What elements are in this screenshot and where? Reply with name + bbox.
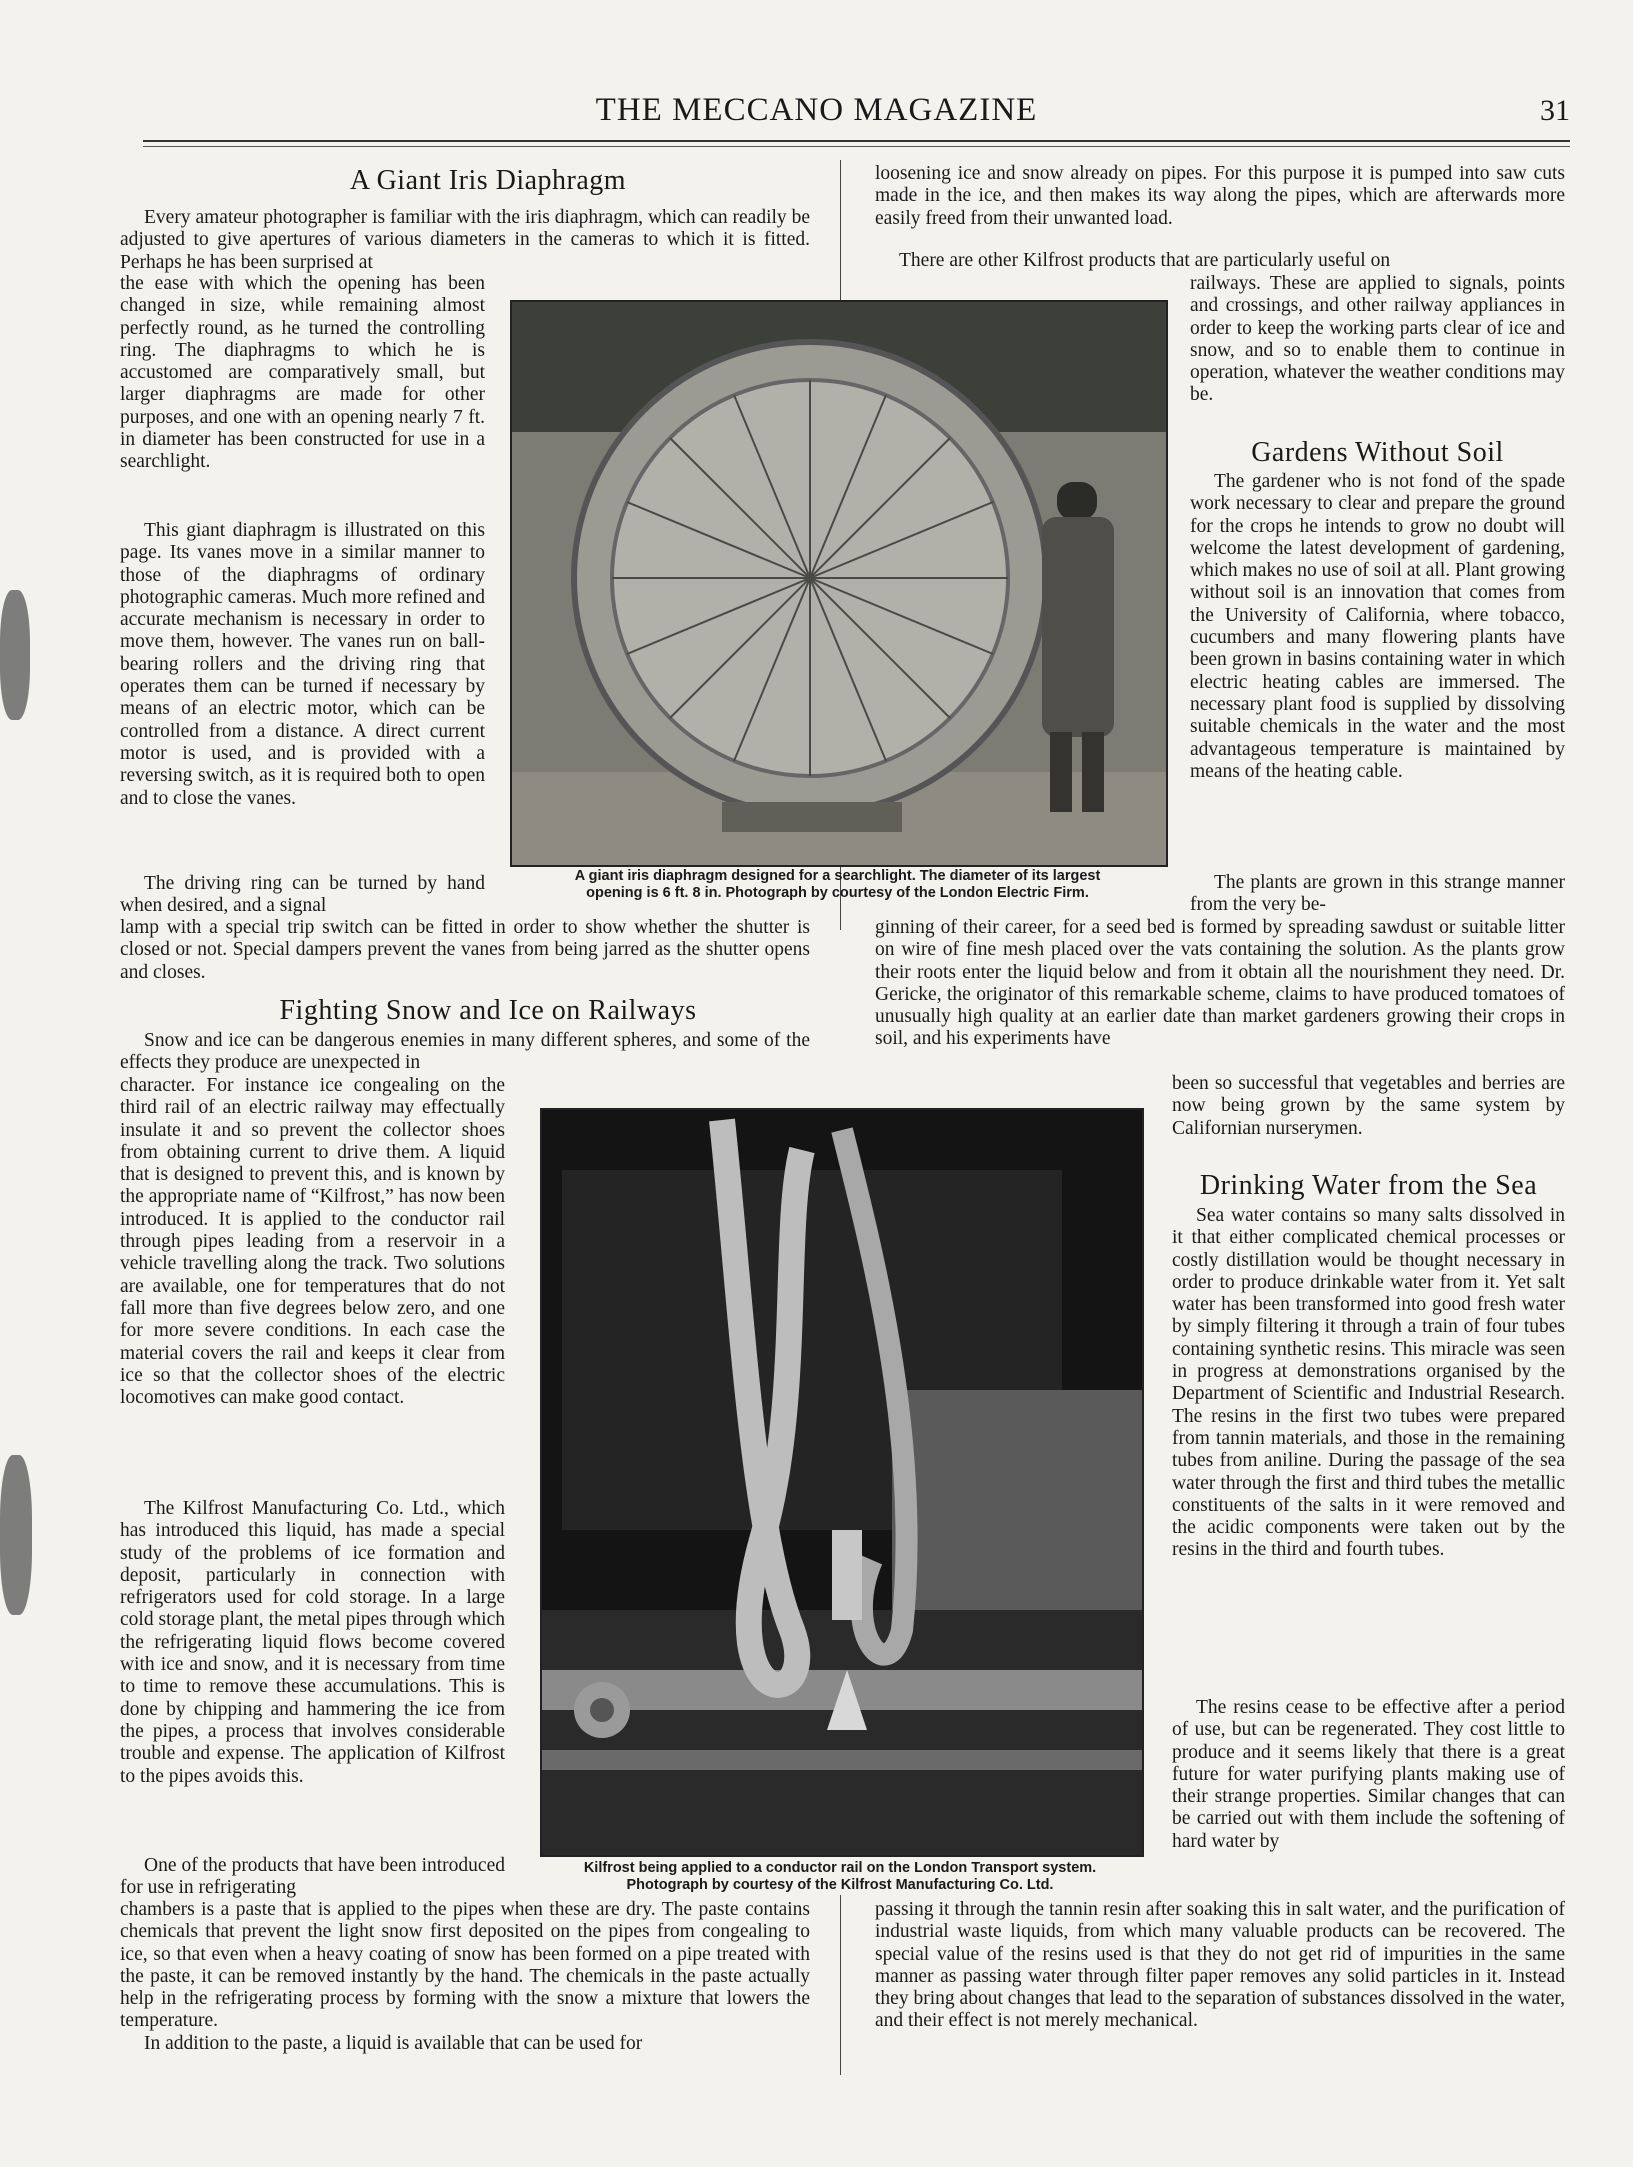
iris-paragraph-2: This giant diaphragm is illustrated on this page. Its vanes move in a similar manner to those of the diaphragms of ordinary photographic cameras. Much more refined and accurate mechanism is necessary in order to move them, however. The vanes run on ball-bearing rollers and the driving ring that operates them can be turned if necessary by means of an electric motor, which can be controlled from a distance. A direct current motor is used, and is provided with a reversing switch, as it is required both to open and to close the vanes. [120,520,485,809]
diaphragm-photo [510,300,1168,867]
iris-paragraph-3: lamp with a special trip switch can be fitted in order to show whether the shutter is closed or not. Special dampers prevent the vanes from being jarred as the shutter opens and closes. [120,917,810,983]
snow-right-paragraph-2-wrap: railways. These are applied to signals, points and crossings, and other railway appliances in order to keep the working parts clear of ice and snow, and so to enable them to continue in operation, whatever the weather conditions may be. [1190,273,1565,406]
iris-paragraph-1: Every amateur photographer is familiar with the iris diaphragm, which can readily be adjusted to give apertures of various diameters in the cameras to which it is fitted. Perhaps he has been surprised at [120,207,810,273]
header-rule [143,140,1570,142]
page-number: 31 [1540,94,1570,127]
scan-edge-mark [0,1455,32,1615]
column-divider-bottom [840,1895,841,2075]
snow-paragraph-3-wrap: One of the products that have been introduced for use in refrigerating [120,1855,505,1899]
water-paragraph-2: passing it through the tannin resin after soaking this in salt water, and the purification of industrial waste liquids, from which many valuable products can be recovered. The special value of the resins used is that they do not get rid of impurities in the same manner as passing water through filter paper removes any solid particles in it. Instead they bring about changes that lead to the separation of substances dissolved in the water, and their effect is not merely mechanical. [875,1899,1565,2032]
snow-right-paragraph-1: loosening ice and snow already on pipes. For this purpose it is pumped into saw cuts made in the ice, and then makes its way along the pipes, which are afterwards more easily freed from their unwanted load. [875,163,1565,229]
gardens-paragraph-2: ginning of their career, for a seed bed is formed by spreading sawdust or suitable litter on wire of fine mesh placed over the vats containing the solution. As the plants grow their roots enter the liquid below and from it obtain all the nourishment they need. Dr. Gericke, the originator of this remarkable scheme, claims to have produced tomatoes of unusually high quality at an earlier date than market gardeners growing their crops in soil, and his experiments have [875,917,1565,1050]
article-title-iris: A Giant Iris Diaphragm [349,165,627,196]
gardens-paragraph-2-wrap-2: been so successful that vegetables and berries are now being grown by the same system by Californian nurserymen. [1172,1073,1565,1139]
article-title-gardens: Gardens Without Soil [1251,437,1504,468]
article-title-snow: Fighting Snow and Ice on Railways [279,995,697,1026]
iris-paragraph-3-wrap: The driving ring can be turned by hand when desired, and a signal [120,873,485,917]
article-title-water: Drinking Water from the Sea [1199,1170,1538,1201]
header-rule-thin [143,146,1570,147]
scan-edge-mark [0,590,30,720]
kilfrost-caption: Kilfrost being applied to a conductor rail on the London Transport system. Photograph by courtesy of the Kilfrost Manufacturing Co. Ltd. [583,1860,1097,1893]
snow-paragraph-1: Snow and ice can be dangerous enemies in many different spheres, and some of the effects they produce are unexpected in [120,1030,810,1074]
gardens-paragraph-1: The gardener who is not fond of the spade work necessary to clear and prepare the ground for the crops he intends to grow no doubt will welcome the latest development of gardening, which makes no use of soil at all. Plant growing without soil is an innovation that comes from the University of California, where tobacco, cucumbers and many flowering plants have been grown in basins containing water in which electric heating cables are immersed. The necessary plant food is supplied by dissolving suitable chemicals in the water and the most advantageous temperature is maintained by means of the heating cable. [1190,471,1565,782]
snow-paragraph-1-wrap: character. For instance ice congealing on the third rail of an electric railway may effectually insulate it and so prevent the collector shoes from obtaining current to drive them. A liquid that is designed to prevent this, and is known by the appropriate name of “Kilfrost,” has now been introduced. It is applied to the conductor rail through pipes leading from a reservoir in a vehicle travelling along the track. Two solutions are available, one for temperatures that do not fall more than five degrees below zero, and one for more severe conditions. In each case the material covers the rail and keeps it clear from ice so that the collector shoes of the electric locomotives can make good contact. [120,1075,505,1409]
water-paragraph-1: Sea water contains so many salts dissolved in it that either complicated chemical processes or costly distillation would be thought necessary in order to produce drinkable water from it. Yet salt water has been transformed into good fresh water by simply filtering it through a train of four tubes containing synthetic resins. This miracle was seen in progress at demonstrations organised by the Department of Scientific and Industrial Research. The resins in the first two tubes were prepared from tannin materials, and those in the remaining tubes from aniline. During the passage of the sea water through the first and third tubes the metallic constituents of the salts in it were removed and the acidic components were taken out by the resins in the third and fourth tubes. [1172,1205,1565,1561]
snow-right-paragraph-2: There are other Kilfrost products that are particularly useful on [899,250,1391,271]
magazine-title: THE MECCANO MAGAZINE [595,92,1038,128]
iris-paragraph-1-wrap: the ease with which the opening has been changed in size, while remaining almost perfectly round, as he turned the controlling ring. The diaphragms to which he is accustomed are comparatively small, but larger diaphragms are made for other purposes, and one with an opening nearly 7 ft. in diameter has been constructed for use in a searchlight. [120,273,485,473]
kilfrost-photo [540,1108,1144,1857]
snow-paragraph-2: The Kilfrost Manufacturing Co. Ltd., which has introduced this liquid, has made a special study of the problems of ice formation and deposit, particularly in connection with refrigerators used for cold storage. In a large cold storage plant, the metal pipes through which the refrigerating liquid flows become covered with ice and snow, and it is necessary from time to time to remove these accumulations. This is done by chipping and hammering the ice from the pipes, a process that involves considerable trouble and expense. The application of Kilfrost to the pipes avoids this. [120,1498,505,1787]
water-paragraph-2-wrap: The resins cease to be effective after a period of use, but can be regenerated. They cost little to produce and it seems likely that there is a great future for water purifying plants making use of their strange properties. Similar changes that can be carried out with them include the softening of hard water by [1172,1697,1565,1852]
gardens-paragraph-2-wrap: The plants are grown in this strange manner from the very be- [1190,872,1565,916]
diaphragm-caption: A giant iris diaphragm designed for a searchlight. The diameter of its largest opening is 6 ft. 8 in. Photograph by courtesy of the London Electric Firm. [574,868,1101,901]
snow-paragraph-3: chambers is a paste that is applied to the pipes when these are dry. The paste contains chemicals that prevent the light snow first deposited on the pipes from congealing to ice, so that even when a heavy coating of snow has been formed on a pipe treated with the paste, it can be removed instantly by the hand. The chemicals in the paste actually help in the refrigerating process by forming with the snow a mixture that lowers the temperature. In addition to the paste, a liquid is available that can be used for [120,1899,810,2054]
